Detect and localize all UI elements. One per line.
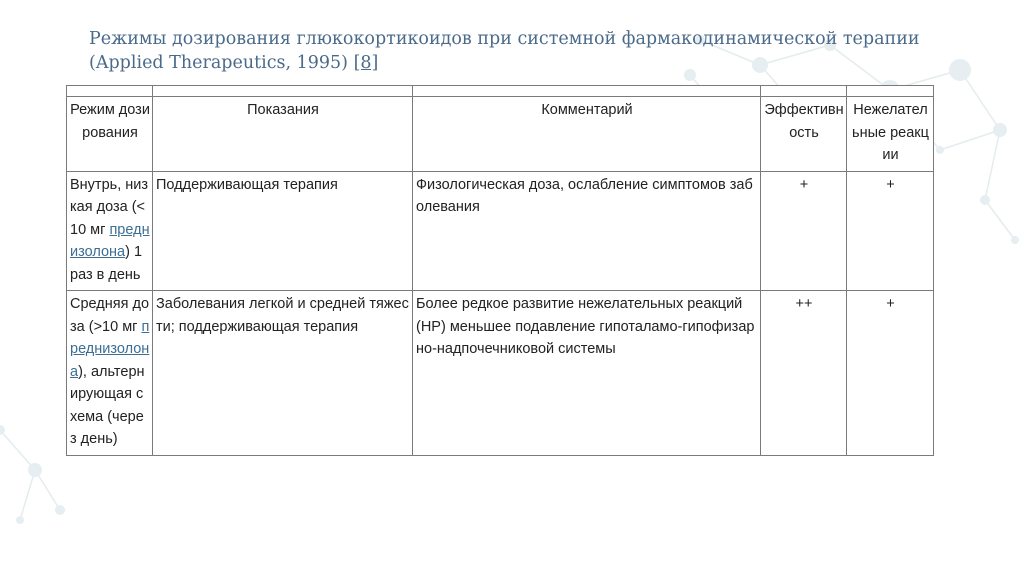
dosage-table-container: [66, 85, 934, 574]
slide-title-text: Режимы дозирования глюкокортикоидов при системной фармакодинамической терапии (Applied Therapeutics, 1995): [89, 29, 920, 73]
header-regimen: Режим дозирования: [67, 97, 153, 172]
table-spacer-row: [67, 86, 934, 97]
reference-link[interactable]: [8]: [353, 53, 379, 73]
table-row: [67, 171, 934, 291]
cell-comment: Физологическая доза, ослабление симптомов заболевания: [413, 171, 761, 291]
table-header-row: [67, 97, 934, 172]
cell-efficacy: ++: [761, 291, 847, 456]
cell-regimen: Внутрь, низкая доза (<10 мг преднизолона) 1 раз в день: [67, 171, 153, 291]
table-row: [67, 291, 934, 456]
prednisolone-link[interactable]: преднизолона: [70, 221, 150, 260]
header-indications: Показания: [153, 97, 413, 172]
cell-indications: Поддерживающая терапия: [153, 171, 413, 291]
header-comment: Комментарий: [413, 97, 761, 172]
cell-indications: Заболевания легкой и средней тяжести; поддерживающая терапия: [153, 291, 413, 456]
dosage-regimen-table: [66, 85, 934, 456]
cell-efficacy: +: [761, 171, 847, 291]
cell-adverse-reactions: +: [847, 171, 934, 291]
cell-comment: Более редкое развитие нежелательных реакций (НР) меньшее подавление гипоталамо-гипофизарно-надпочечниковой системы: [413, 291, 761, 456]
header-adverse-reactions: Нежелательные реакции: [847, 97, 934, 172]
header-efficacy: Эффективность: [761, 97, 847, 172]
cell-regimen: Средняя доза (>10 мг преднизолона), альтернирующая схема (через день): [67, 291, 153, 456]
cell-adverse-reactions: +: [847, 291, 934, 456]
slide-title: [89, 27, 929, 75]
prednisolone-link[interactable]: преднизолона: [70, 318, 150, 380]
